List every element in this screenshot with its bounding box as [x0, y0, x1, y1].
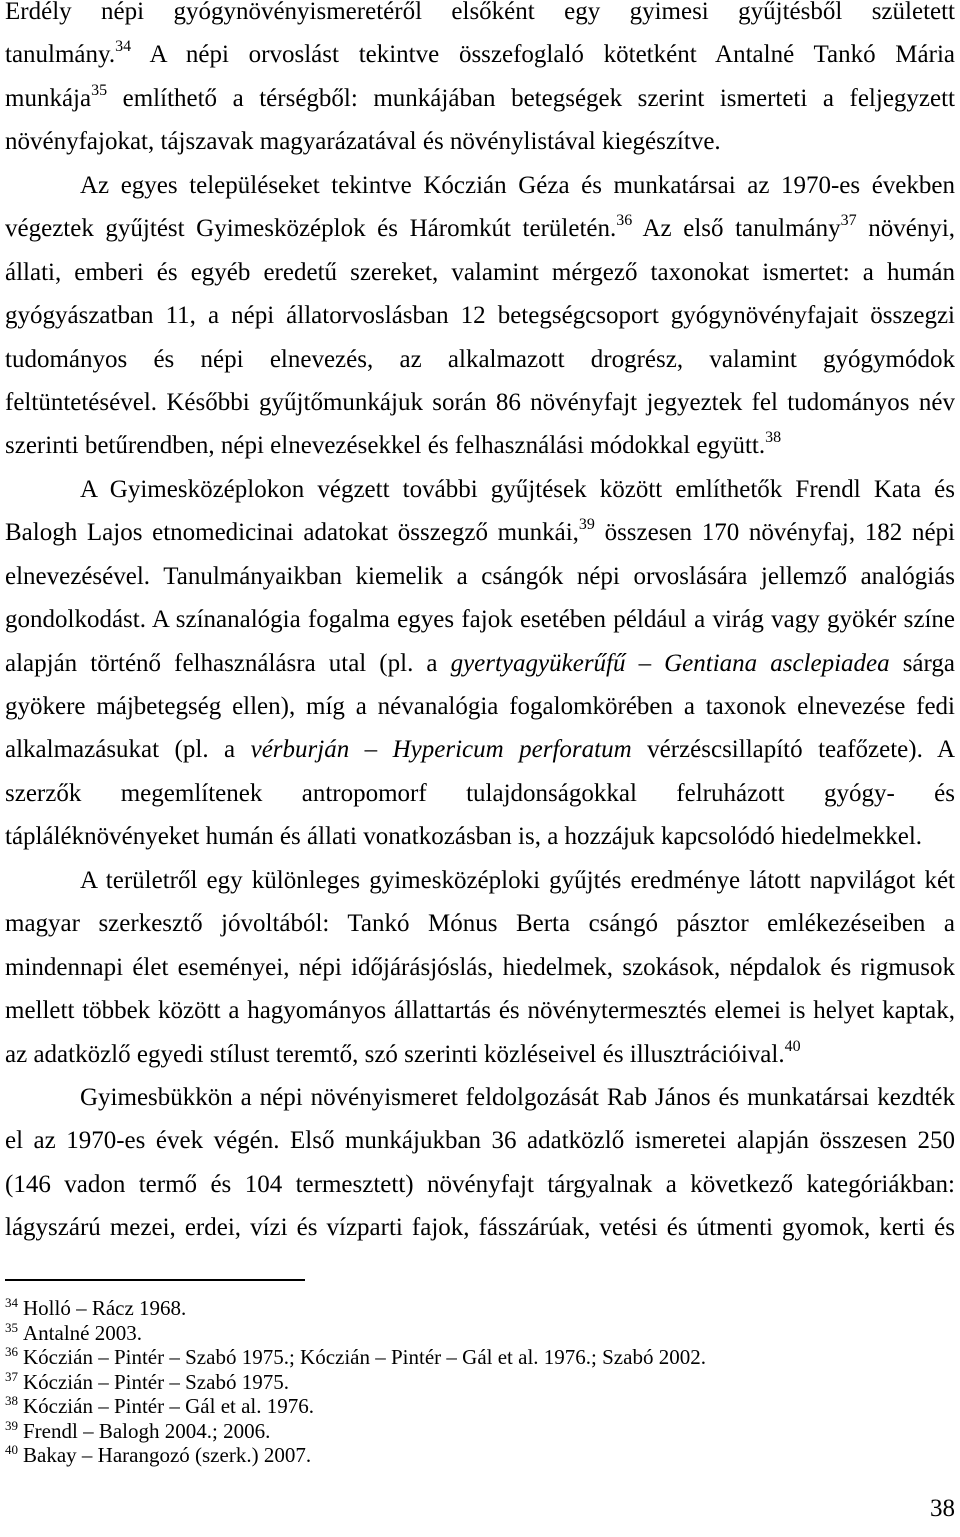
text-line [5, 772, 955, 815]
footnote [5, 1394, 955, 1419]
text-run: mindennapi élet eseményei, népi időjárásjóslás, hiedelmek, szokások, népdalok és rigmusok [5, 953, 955, 981]
footnote-number: 39 [5, 1417, 18, 1433]
text-line [5, 424, 955, 467]
footnote-number: 37 [5, 1368, 18, 1384]
footnote-text: Antalné 2003. [23, 1320, 142, 1345]
footnote-ref: 39 [578, 516, 595, 534]
text-run: sárga [889, 649, 955, 677]
text-run: Erdély népi gyógynövényismeretéről elsőként egy gyimesi gyűjtésből született [5, 0, 955, 25]
text-line [5, 946, 955, 989]
text-run: – [349, 736, 393, 764]
text-line [5, 1119, 955, 1162]
footnote-number: 36 [5, 1344, 18, 1359]
footnote [5, 1370, 955, 1395]
text-run: az adatközlő egyedi stílust teremtő, szó szerinti közléseivel és illusztrációival. [5, 1040, 785, 1068]
text-run: vérzéscsillapító teafőzete). A [631, 736, 955, 764]
text-line [5, 642, 955, 685]
text-run: mellett többek között a hagyományos állattartás és növénytermesztés elemei is helyet kaptak, [5, 997, 955, 1025]
text-run: Az egyes településeket tekintve Kóczián Géza és munkatársai az 1970-es években [80, 171, 955, 199]
footnote [5, 1321, 955, 1346]
text-run: tápláléknövényeket humán és állati vonatkozásban is, a hozzájuk kapcsolódó hiedelmekkel. [5, 823, 923, 851]
body-paragraph [5, 468, 955, 859]
text-run: Gyimesbükkön a népi növényismeret feldolgozását Rab János és munkatársai kezdték [80, 1083, 955, 1111]
text-run: Az első tanulmány [632, 215, 841, 243]
text-run: növényfajokat, tájszavak magyarázatával és növénylistával kiegészítve. [5, 128, 721, 156]
text-line [5, 33, 955, 76]
text-line [5, 511, 955, 554]
footnote-number: 35 [5, 1319, 18, 1335]
text-run: alkalmazásukat (pl. a [5, 736, 251, 764]
body-paragraph [5, 164, 955, 468]
text-run: Balogh Lajos etnomedicinai adatokat összegző munkái, [5, 519, 579, 547]
text-line [5, 294, 955, 337]
footnote [5, 1296, 955, 1321]
text-run: el az 1970-es évek végén. Első munkájukban 36 adatközlő ismeretei alapján összesen 250 [5, 1127, 955, 1155]
text-line [5, 728, 955, 771]
text-run: szerinti betűrendben, népi elnevezésekkel és felhasználási módokkal együtt. [5, 432, 766, 460]
text-line [5, 859, 955, 902]
text-run: összesen 170 növényfaj, 182 népi [594, 519, 955, 547]
footnote [5, 1443, 955, 1468]
text-run: szerzők megemlítenek antropomorf tulajdonságokkal felruházott gyógy- és [5, 779, 955, 807]
footnote-text: Kóczián – Pintér – Szabó 1975.; Kóczián – Pintér – Gál et al. 1976.; Szabó 2002. [23, 1345, 706, 1369]
footnote [5, 1419, 955, 1444]
footnote-ref: 40 [784, 1037, 801, 1055]
text-run: A Gyimesközéplokon végzett további gyűjtések között említhetők Frendl Kata és [80, 475, 955, 503]
text-line [5, 555, 955, 598]
page-number: 38 [930, 1495, 955, 1522]
text-run: növényi, [856, 215, 956, 243]
text-run: – [625, 649, 665, 677]
text-line [5, 468, 955, 511]
text-line [5, 1163, 955, 1206]
plant-name: Hypericum perforatum [392, 736, 632, 764]
text-line [5, 902, 955, 945]
footnote-number: 38 [5, 1393, 18, 1408]
text-line [5, 207, 955, 250]
text-run: feltüntetésével. Későbbi gyűjtőmunkájuk során 86 növényfajt jegyeztek fel tudományos név [5, 388, 955, 416]
footnote [5, 1345, 955, 1370]
text-line [5, 1206, 955, 1249]
text-run: alapján történő felhasználásra utal (pl. a [5, 649, 451, 677]
footnote-text: Holló – Rácz 1968. [23, 1296, 187, 1320]
text-run: gyógyászatban 11, a népi állatorvoslásban 12 betegségcsoport gyógynövényfajait összegzi [5, 302, 955, 330]
footnote-ref: 37 [840, 212, 857, 230]
text-run: végeztek gyűjtést Gyimesközéplok és Háromkút területén. [5, 215, 617, 243]
footnote-text: Kóczián – Pintér – Szabó 1975. [23, 1369, 289, 1394]
text-line [5, 0, 955, 33]
text-line [5, 251, 955, 294]
text-line [5, 120, 955, 163]
body-paragraph [5, 1076, 955, 1250]
text-run: tudományos és népi elnevezés, az alkalmazott drogrész, valamint gyógymódok [5, 345, 955, 373]
footnote-text: Bakay – Harangozó (szerk.) 2007. [23, 1443, 312, 1467]
text-run: elnevezésével. Tanulmányaikban kiemelik a csángók népi orvoslására jellemző analógiás [5, 562, 955, 590]
text-run: lágyszárú mezei, erdei, vízi és vízparti fajok, fásszárúak, vetési és útmenti gyomok, kerti és [5, 1214, 955, 1242]
text-line [5, 685, 955, 728]
footnote-ref: 35 [91, 81, 108, 99]
footnote-ref: 34 [115, 38, 132, 56]
footnote-text: Kóczián – Pintér – Gál et al. 1976. [23, 1394, 315, 1418]
body-paragraph [5, 859, 955, 1076]
text-run: (146 vadon termő és 104 termesztett) növényfajt tárgyalnak a következő kategóriákban: [5, 1170, 955, 1198]
text-line [5, 164, 955, 207]
text-line [5, 1033, 955, 1076]
text-line [5, 989, 955, 1032]
text-run: A területről egy különleges gyimesközéploki gyűjtés eredménye látott napvilágot két [80, 866, 955, 894]
text-run: gondolkodást. A színanalógia fogalma egyes fajok esetében például a virág vagy gyökér színe [5, 606, 955, 634]
footnote-text: Frendl – Balogh 2004.; 2006. [23, 1418, 271, 1443]
text-run: A népi orvoslást tekintve összefoglaló kötetként Antalné Tankó Mária [131, 41, 955, 69]
footnote-ref: 38 [765, 429, 782, 447]
body-paragraph [5, 0, 955, 164]
footnote-ref: 36 [616, 212, 633, 230]
plant-name: gyertyagyükerűfű [450, 649, 626, 677]
body-text [5, 0, 955, 1250]
text-run: említhető a térségből: munkájában betegségek szerint ismerteti a feljegyzett [107, 84, 955, 112]
text-line [5, 598, 955, 641]
footnote-number: 34 [5, 1295, 18, 1310]
text-line [5, 77, 955, 120]
text-line [5, 338, 955, 381]
text-run: munkája [5, 84, 92, 112]
text-run: magyar szerkesztő jóvoltából: Tankó Mónus Berta csángó pásztor emlékezéseiben a [5, 910, 955, 938]
text-run: gyökere májbetegség ellen), míg a névanalógia fogalomkörében a taxonok elnevezése fedi [5, 693, 955, 720]
plant-name: Gentiana asclepiadea [664, 649, 890, 677]
text-run: állati, emberi és egyéb eredetű szereket, valamint mérgező taxonokat ismertet: a humán [5, 258, 955, 286]
text-line [5, 815, 955, 858]
footnote-number: 40 [5, 1442, 18, 1457]
text-line [5, 1076, 955, 1119]
plant-name: vérburján [250, 736, 350, 764]
text-run: tanulmány. [5, 41, 116, 69]
footnote-separator [5, 1279, 305, 1281]
text-line [5, 381, 955, 424]
footnotes [5, 1296, 955, 1468]
